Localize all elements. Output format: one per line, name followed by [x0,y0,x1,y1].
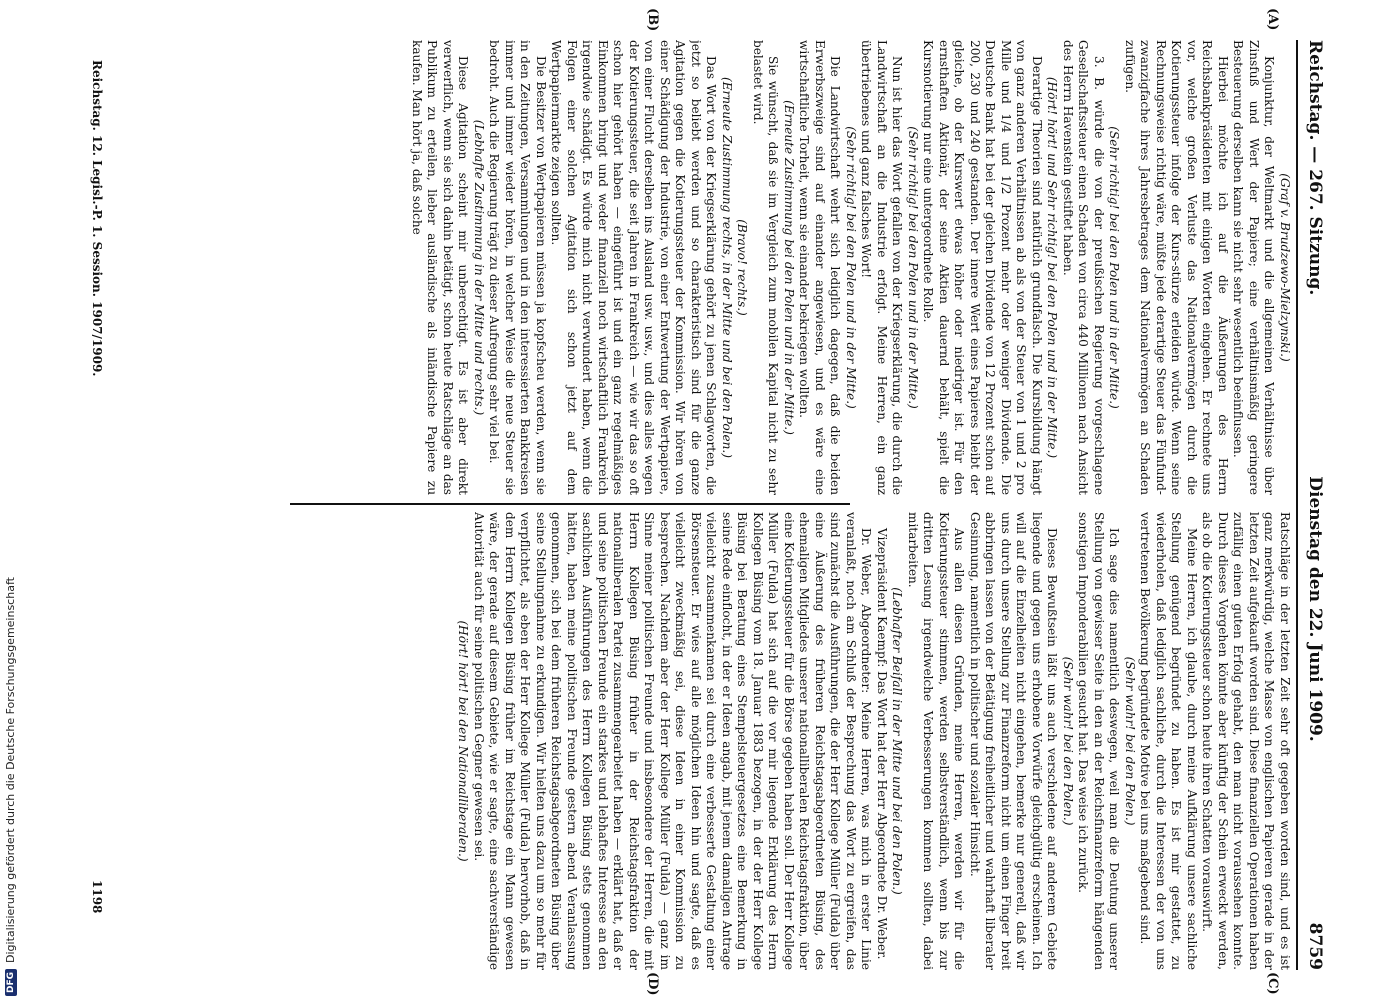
header-left: Reichstag. — 267. Sitzung. [1305,40,1325,296]
margin-marker-c: (C) [1265,972,1280,995]
interjection: (Sehr wahr! bei den Polen.) [1123,656,1137,826]
paragraph: Nun ist hier das Wort gefallen von der Kriegserklärung, die durch die Landwirtschaft an die Industrie erfolgt. Meine Herren, ein ganz übertriebenes und ganz falsches Wort! [859,40,905,495]
interjection: (Hört! hört! und Sehr richtig! bei den Polen und in der Mitte.) [1045,76,1060,459]
paragraph: Die Besitzer von Wertpapieren müssen ja kopfscheu werden, wenn sie in den Zeitungen, Versammlungen und in den interessierten Bankkreisen immer und immer wieder hören, in welcher Weise die neue Steuer sie bedroht. Auch die Regierung trägt zu dieser Aufregung sehr viel bei. [487,40,548,495]
page-header [1296,40,1332,970]
digitization-note-text: Digitalisierung gefördert durch die Deutsche Forschungsgemeinschaft [4,577,17,963]
column-divider [290,503,850,505]
interjection: (Sehr richtig! bei den Polen und in der Mitte.) [1107,126,1122,409]
paragraph: Meine Herren, ich glaube, durch meine Aufklärung unsere sachliche Stellung genügend begründet zu haben. Es ist mir gestattet, zu wiederholen, daß lediglich sachliche, durch die Interessen der von uns vertretenen Bevölkerung begründete Motive bei uns maßgebend sind. [1138,512,1199,970]
paragraph: Ratschläge in der letzten Zeit sehr oft gegeben worden sind, und es ist ganz merkwürdig, welche Masse von englischen Papieren gerade in der letzten Zeit aufgekauft worden sind. Diese finanziellen Operationen haben zufällig einen guten Erfolg gehabt, den man nicht voraussehen konnte. Durch dieses Vorgehen könnte aber künftig der Schein erweckt werden, als ob die Kotierungssteuer schon heute ihren Schatten vorauswirft. [1200,512,1292,970]
interjection: (Sehr richtig! bei den Polen und in der Mitte.) [906,126,920,409]
paragraph: Derartige Theorien sind natürlich grundfalsch. Die Kursbildung hängt von ganz anderen Verhältnissen ab als von der Steuer von 1 und 2 pro Mille und 1/4 und 1/2 Prozent mehr oder weniger Dividende. Die Deutsche Bank hat bei der gleichen Dividende von 12 Prozent schon auf 200, 230 und 240 gestanden. Der innere Wert eines Papieres bleibt der gleiche, ob der Kurswert etwas höher oder niedriger ist. Für den ernsthaften Aktionär, der seine Aktien dauernd behält, spielt die Kursnotierung nur eine untergeordnete Rolle. [921,40,1044,495]
interjection: (Erneute Zustimmung rechts, in der Mitte und bei den Polen.) [720,76,734,458]
interjection: (Sehr wahr! bei den Polen.) [1061,656,1075,826]
interjection: (Lebhafte Zustimmung in der Mitte und rechts.) [472,119,486,416]
paragraph: 3. B. würde die von der preußischen Regierung vorgeschlagene Gesellschaftssteuer einen Schaden von circa 440 Millionen nach Ansicht des Herrn Havenstein gestiftet haben. [1061,40,1106,495]
digitization-note [0,0,22,1000]
paragraph: Vizepräsident Kaempf: Das Wort hat der Herr Abgeordnete Dr. Weber. [875,528,889,960]
paragraph: Sie wünscht, daß sie im Vergleich zum mobilen Kapital nicht zu sehr belastet wird. [751,40,781,495]
margin-marker-d: (D) [645,972,660,996]
interjection: (Lebhafter Beifall in der Mitte und bei den Polen.) [890,587,905,895]
header-right: Dienstag den 22. Juni 1909. [1305,476,1325,742]
right-column [110,512,1292,970]
paragraph: Ich sage dies namentlich deswegen, weil man die Deutung unserer Stellung von gewisser Seite in den an der Reichsfinanzreform hängenden sonstigen Imponderabilien gesucht hat. Das weise ich zurück. [1076,512,1122,970]
interjection: (Sehr richtig! bei den Polen und in der Mitte.) [844,126,858,409]
interjection: (Erneute Zustimmung bei den Polen und in der Mitte.) [782,100,796,435]
document-page [50,0,1340,1000]
left-column [110,40,1292,495]
paragraph: Aus allen diesen Gründen, meine Herren, werden wir für die Kotierungssteuer stimmen, werden selbstverständlich, wenn bis zur dritten Lesung irgendwelche Verbesserungen kommen sollten, dabei mitarbeiten. [906,512,967,970]
paragraph: Diese Agitation scheint mir unberechtigt. Es ist aber direkt verwerflich, wenn sie sich dahin betätigt, schon heute Ratschläge an das Publikum zu erteilen, lieber ausländische als inländische Papiere zu kaufen. Man hört ja, daß solche [410,40,471,495]
interjection: (Graf v. Brudzewo-Mielzynski.) [1278,173,1292,362]
paragraph: Dr. Weber, Abgeordneter: Meine Herren, was mich in erster Linie veranlaßt, noch am Schluß der Besprechung das Wort zu ergreifen, das sind zunächst die Ausführungen, die der Herr Kollege Müller (Fulda) über eine Äußerung des früheren Reichstagsabgeordneten Büsing, des ehemaligen Mitgliedes unserer nationalliberalen Reichstagsfraktion, über eine Kotierungssteuer für die Börse gegeben haben soll. Der Herr Kollege Müller (Fulda) hat sich auf die vor mir liegende Erklärung des Herrn Kollegen Büsing vom 18. Januar 1883 bezogen, in der der Herr Kollege Büsing bei Beratung eines Stempelsteuergesetzes eine Bemerkung in seine Rede einflocht, in der er Ideen angab, mit jenem damaligen Antrage vielleicht zusammenkamen sei durch eine verbesserte Gestaltung einer Börsensteuer. Er wies auf alle möglichen Ideen hin und sagte, daß es vielleicht zweckmäßig sei, diese Ideen in einer Kommission zu besprechen. Nachdem aber der Herr Kollege Müller (Fulda) — ganz im Sinne meiner politischen Freunde und insbesondere der Herren, die mit Herrn Kollegen Büsing früher in der Reichstagsfraktion der nationalliberalen Partei zusammengearbeitet haben — erklärt hat, daß er und seine politischen Freunde ein starkes und lebhaftes Interesse an den sachlichen Ausführungen des Herrn Kollegen Büsing stets genommen hätten, haben meine politischen Freunde gestern abend Veranlassung genommen, sich bei dem früheren Reichstagsabgeordneten Büsing über seine Stellungnahme zu erkundigen. Wir hielten uns dazu um so mehr für verpflichtet, als eben der Herr Kollege Müller (Fulda) hervorhob, daß in dem Herrn Kollegen Büsing früher im Reichstage ein Mann gewesen wäre, der gerade auf diesem Gebiete, wie er sagte, eine sachverständige Autorität auch für seine politischen Gegner gewesen sei. [472,512,874,970]
page-number: 8759 [1305,922,1325,970]
margin-marker-a: (A) [1265,8,1280,31]
paragraph: Das Wort von der Kriegserklärung gehört zu jenen Schlagworten, die jetzt so beliebt werden und so charakteristisch sind für die ganze Agitation gegen die Kotierungssteuer der Kommission. Wir hören von einer Schädigung der Industrie, von einer Entwertung der Wertpapiere, von einer Flucht derselben ins Ausland usw. usw., und dies alles wegen der Kotierungssteuer, die seit Jahren in Frankreich — wie wir das so oft schon hier gehört haben — eingeführt ist und ein ganz regelmäßiges Einkommen bringt und weder finanziell noch wirtschaftlich Frankreich irgendwie schädigt. Es würde mich nicht verwundert haben, wenn die Folgen einer solchen Agitation sich schon jetzt auf dem Wertpapiermarkte zeigen sollten. [549,40,719,495]
paragraph: Hierbei möchte ich auf die Äußerungen des Herrn Reichsbankpräsidenten mit einigen Worten eingehen. Er rechnete uns vor, welche großen Verluste das Nationalvermögen durch die Kotierungssteuer infolge der Kurs-stürze erleiden würde. Wenn seine Rechnungsweise richtig wäre, müßte jede derartige Steuer das Fünfund-zwanzigfache ihres Jahresbetrages dem Nationalvermögen an Schaden zufügen. [1123,40,1230,495]
interjection: (Hört! hört! bei den Nationalliberalen.) [456,620,471,862]
margin-marker-b: (B) [645,8,660,32]
footer-session: Reichstag. 12. Legisl.-P. 1. Session. 1907/1909. [90,60,104,377]
dfg-logo: DFG [5,969,17,996]
paragraph: Konjunktur, der Weltmarkt und die allgemeinen Verhältnisse über Zinsfuß und Wert der Papiere; eine verhältnismäßig geringere Besteuerung derselben kann sie nicht sehr wesentlich beeinflussen. [1231,40,1277,495]
paragraph: Dieses Bewußtsein läßt uns auch verschiedene auf anderem Gebiete liegende und gegen uns erhobene Vorwürfe gleichgültig erscheinen. Ich will auf die Einzelheiten nicht eingehen, bemerke nur generell, daß wir uns durch unsere Stellung zur Finanzreform nicht um einen Finger breit abbringen lassen von der Betätigung freiheitlicher und wahrhaft liberaler Gesinnung, namentlich in politischer und sozialer Hinsicht. [968,512,1060,970]
footer-page-number: 1198 [90,880,104,914]
interjection: (Bravo! rechts.) [735,219,750,316]
paragraph: Die Landwirtschaft wehrt sich lediglich dagegen, daß die beiden Erwerbszweige sind auf einander angewiesen, und es wäre eine wirtschaftliche Torheit, wenn sie einander bekriegen wollten. [797,40,843,495]
